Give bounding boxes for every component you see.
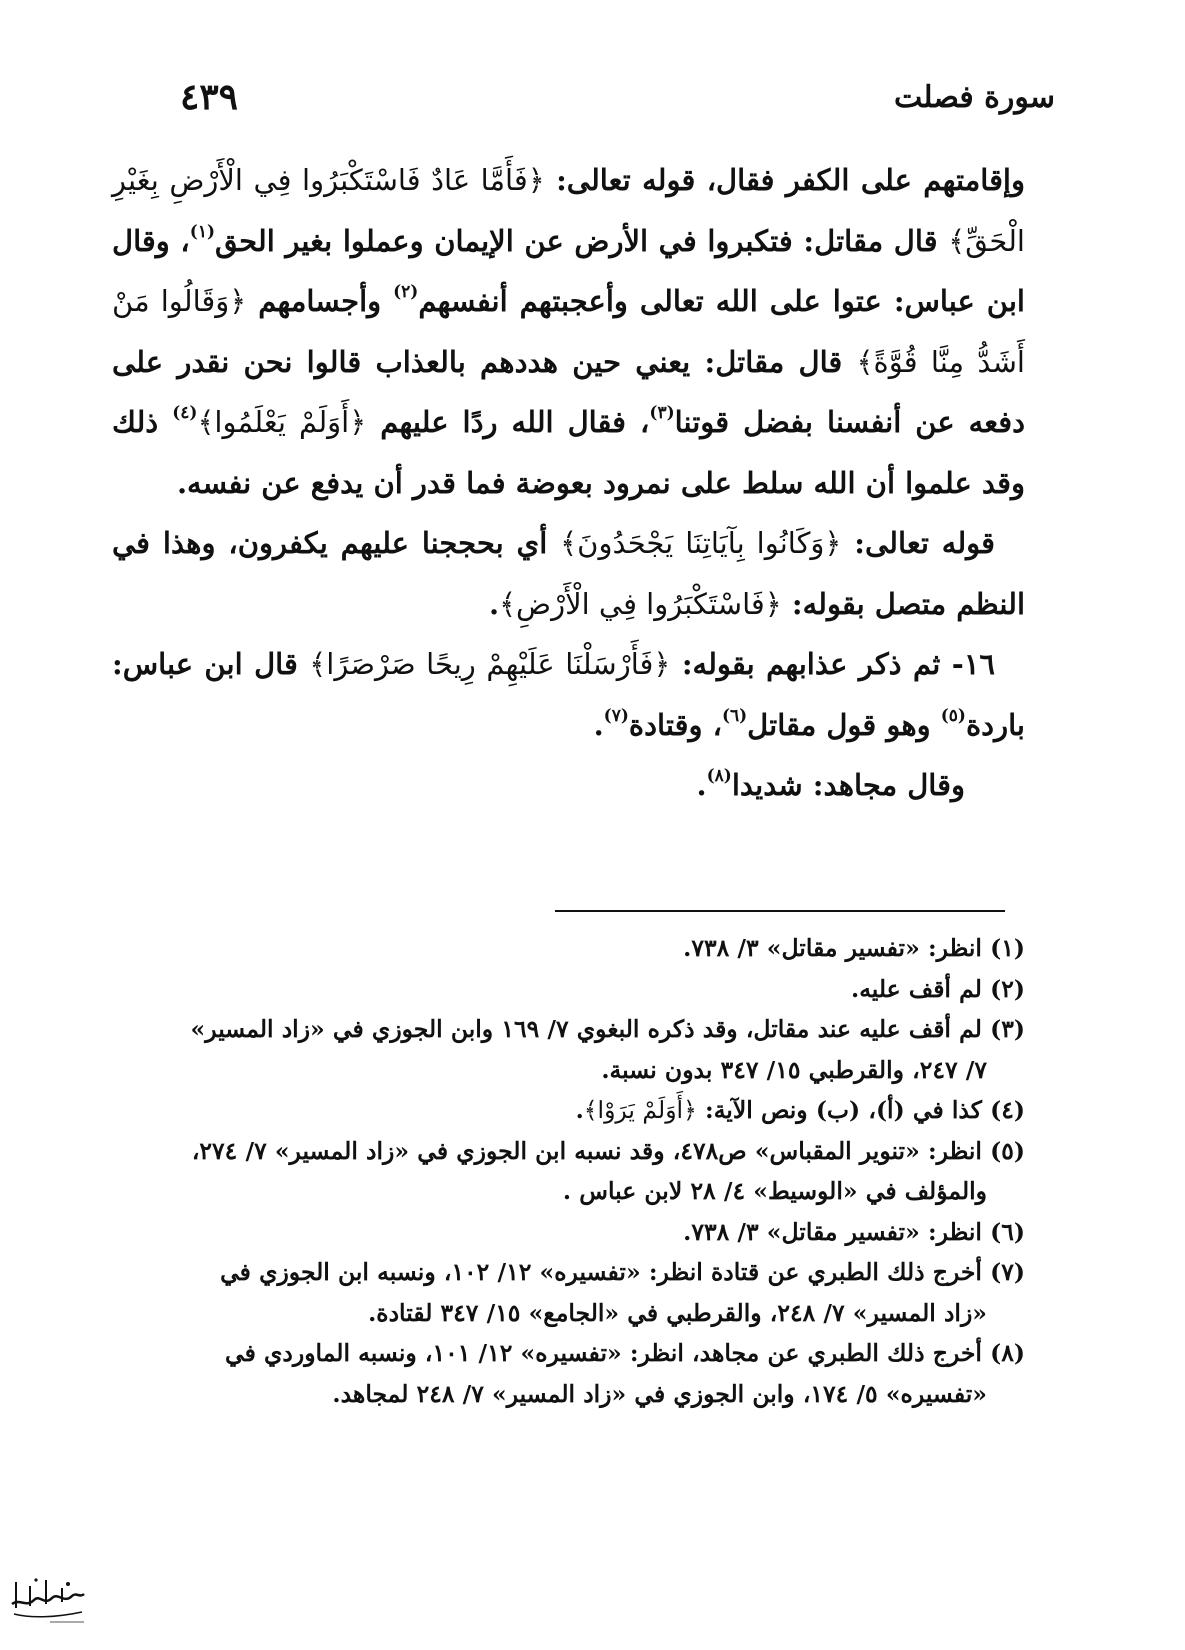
footnote-ref-7: (٧) — [603, 705, 629, 726]
footnotes — [112, 928, 1025, 1414]
text-run: قال ابن عباس: باردة — [112, 647, 1025, 742]
page-header — [110, 70, 1055, 120]
footnote-3-continued: ٧/ ٢٤٧، والقرطبي ١٥/ ٣٤٧ بدون نسبة. — [601, 1055, 987, 1084]
footnote-ref-5: (٥) — [940, 705, 966, 726]
footnote-8-continued: «تفسيره» ٥/ ١٧٤، وابن الجوزي في «زاد المسير» ٧/ ٢٤٨ لمجاهد. — [332, 1379, 987, 1408]
footnote-ref-3: (٣) — [649, 403, 675, 423]
main-text — [112, 150, 1025, 816]
paragraph-4 — [112, 755, 1025, 816]
quran-quote: ﴿أَوَلَمْ يَعْلَمُوا﴾ — [197, 405, 367, 439]
text-run: ١٦- ثم ذكر عذابهم بقوله: — [670, 647, 995, 681]
paragraph-1 — [112, 150, 1025, 513]
footnote-3: (٣) لم أقف عليه عند مقاتل، وقد ذكره البغوي ٧/ ١٦٩ وابن الجوزي في «زاد المسير» — [190, 1015, 1025, 1043]
text-run: وأجسامهم — [246, 284, 394, 318]
footnote-separator — [555, 910, 1005, 912]
footnote-4 — [112, 1090, 1025, 1131]
footnote-8: (٨) أخرج ذلك الطبري عن مجاهد، انظر: «تفسيره» ١٢/ ١٠١، ونسبه الماوردي في — [224, 1339, 1025, 1367]
quran-quote: ﴿فَأَرْسَلْنَا عَلَيْهِمْ رِيحًا صَرْصَرًا﴾ — [309, 647, 671, 681]
footnote-2: (٢) لم أقف عليه. — [851, 974, 1025, 1003]
text-run: وإقامتهم على الكفر فقال، قوله تعالى: — [544, 163, 1025, 197]
text-run: قال مقاتل: فتكبروا في الأرض عن الإيمان وعملوا بغير الحق — [215, 223, 949, 258]
paragraph-2 — [112, 513, 1025, 634]
paragraph-3 — [112, 634, 1025, 755]
footnote-7-continued: «زاد المسير» ٧/ ٢٤٨، والقرطبي في «الجامع» ١٥/ ٣٤٧ لقتادة. — [368, 1298, 987, 1327]
text-run: . — [488, 586, 500, 621]
footnote-7: (٧) أخرج ذلك الطبري عن قتادة انظر: «تفسيره» ١٢/ ١٠٢، ونسبه ابن الجوزي في — [220, 1258, 1025, 1286]
page-number: ٤٣٩ — [180, 76, 239, 118]
footnote-1: (١) انظر: «تفسير مقاتل» ٣/ ٧٣٨. — [683, 934, 1025, 962]
text-run: قال مقاتل: يعني حين هددهم بالعذاب قالوا نحن نقدر على دفعه عن أنفسنا بفضل قوتنا — [112, 344, 1025, 439]
text-run: ، وقتادة — [628, 707, 722, 742]
footnote-ref-4: (٤) — [172, 403, 198, 423]
text-run: وقال مجاهد: شديدا — [731, 768, 965, 802]
footnote-ref-6: (٦) — [721, 705, 748, 726]
footnote-ref-8: (٨) — [706, 766, 732, 786]
footnote-5: (٥) انظر: «تنوير المقباس» ص٤٧٨، وقد نسبه ابن الجوزي في «زاد المسير» ٧/ ٢٧٤، — [191, 1136, 1025, 1165]
text-run: ، فقال الله ردًا عليهم — [366, 405, 650, 439]
footnote-5-continued: والمؤلف في «الوسيط» ٤/ ٢٨ لابن عباس . — [562, 1177, 987, 1205]
quran-quote: ﴿أَوَلَمْ يَرَوْا﴾ — [583, 1096, 697, 1124]
quran-quote: ﴿فَأَمَّا عَادٌ فَاسْتَكْبَرُوا فِي الْأَرْضِ بِغَيْرِ الْحَقِّ﴾ — [112, 163, 1025, 258]
library-stamp-logo — [6, 1568, 88, 1626]
footnote-ref-1: (١) — [189, 221, 215, 242]
text-run: ذلك وقد علموا أن الله سلط على نمرود بعوضة فما قدر أن يدفع عن نفسه. — [112, 405, 1025, 500]
text-run: وهو قول مقاتل — [747, 707, 941, 742]
text-run: ، وقال ابن عباس: عتوا على الله تعالى وأعجبتهم أنفسهم — [112, 223, 1025, 318]
quran-quote: ﴿فَاسْتَكْبَرُوا فِي الْأَرْضِ﴾ — [499, 586, 782, 621]
footnote-6: (٦) انظر: «تفسير مقاتل» ٣/ ٧٣٨. — [683, 1217, 1025, 1246]
footnote-ref-2: (٢) — [393, 282, 419, 302]
quran-quote: ﴿وَقَالُوا مَنْ أَشَدُّ مِنَّا قُوَّةً﴾ — [112, 284, 1025, 379]
footnote-text: (٤) كذا في (أ)، (ب) ونص الآية: — [696, 1096, 1025, 1124]
running-title: سورة فصلت — [893, 80, 1055, 115]
footnote-text: . — [575, 1096, 584, 1124]
quran-quote: ﴿وَكَانُوا بِآيَاتِنَا يَجْحَدُونَ﴾ — [560, 526, 842, 560]
text-run: . — [696, 768, 707, 802]
text-run: أي بحججنا عليهم يكفرون، وهذا في النظم متصل بقوله: — [112, 526, 1025, 621]
text-run: قوله تعالى: — [841, 526, 996, 560]
text-run: . — [593, 707, 604, 742]
